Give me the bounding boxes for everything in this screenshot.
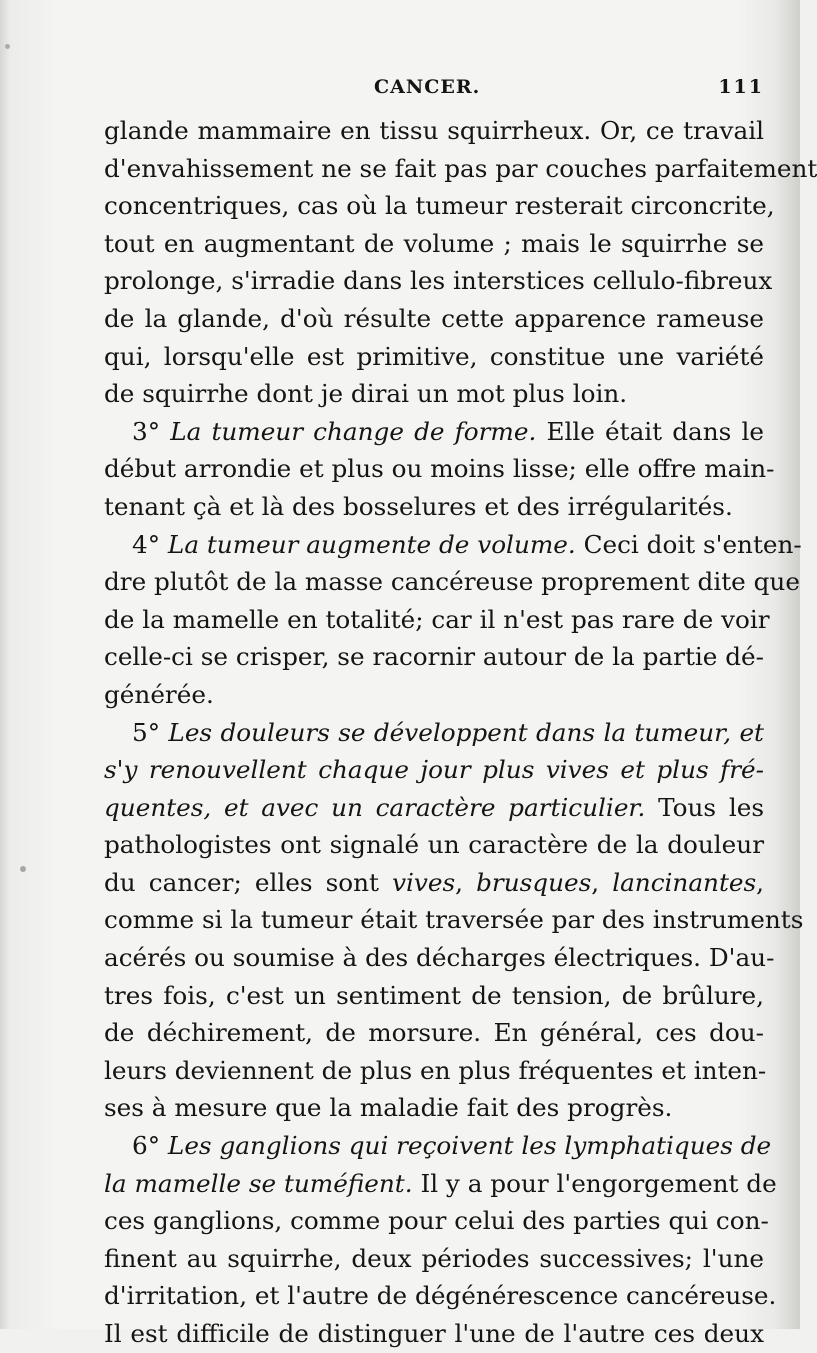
text-line: d'irritation, et l'autre de dégénérescence cancéreuse. (104, 1281, 777, 1311)
text-line: leurs deviennent de plus en plus fréquentes et inten- (104, 1055, 767, 1085)
text-line: Il est difficile de distinguer l'une de l'autre ces deux (104, 1319, 764, 1348)
text-line (104, 864, 764, 902)
section-title: La tumeur augmente de volume. (167, 529, 576, 559)
running-title: CANCER. (374, 76, 481, 98)
text-line: de la glande, d'où résulte cette apparence rameuse (104, 303, 764, 333)
pain-qualifier: brusques (476, 867, 592, 897)
text-line (104, 1165, 777, 1203)
section-title-end: quentes, et avec un caractère particulier. (104, 792, 646, 822)
text-fragment: Elle était dans le (546, 416, 764, 446)
text-line: d'envahissement ne se fait pas par couches parfaitement (104, 153, 817, 183)
section-5-heading-line (104, 714, 764, 752)
text-line: celle-ci se crisper, se racornir autour de la partie dé- (104, 642, 764, 672)
text-line: tres fois, c'est un sentiment de tension, de brûlure, (104, 980, 764, 1010)
page-body (104, 112, 817, 1353)
section-title-continued: la mamelle se tuméfient. (104, 1168, 413, 1198)
running-head (104, 76, 764, 102)
section-number: 3° (132, 416, 161, 446)
text-fragment: du cancer; elles sont (104, 867, 379, 897)
text-line: début arrondie et plus ou moins lisse; elle offre main- (104, 454, 775, 484)
text-line (104, 789, 764, 827)
text-line: tout en augmentant de volume ; mais le squirrhe se (104, 228, 764, 258)
text-fragment: Ceci doit s'enten- (583, 529, 802, 559)
text-line: finent au squirrhe, deux périodes successives; l'une (104, 1243, 764, 1273)
text-line: acérés ou soumise à des décharges électriques. D'au- (104, 943, 775, 973)
punctuation-comma-end: , (756, 867, 765, 897)
text-line-italic (104, 751, 764, 789)
section-title: Les ganglions qui reçoivent les lymphatiques de (167, 1131, 772, 1161)
text-line: ses à mesure que la maladie fait des progrès. (104, 1093, 673, 1123)
text-line: ces ganglions, comme pour celui des parties qui con- (104, 1206, 769, 1236)
edge-mark (5, 44, 10, 49)
section-6-heading-line (104, 1127, 772, 1165)
page-number: 111 (718, 76, 764, 98)
text-line: de squirrhe dont je dirai un mot plus loin. (104, 379, 628, 409)
punctuation-comma: , (455, 867, 477, 897)
text-line: prolonge, s'irradie dans les interstices cellulo-fibreux (104, 266, 773, 296)
pain-qualifier: vives (392, 867, 456, 897)
pain-qualifier: lancinantes (612, 867, 757, 897)
text-line: générée. (104, 679, 214, 709)
section-title-continued: s'y renouvellent chaque jour plus vives et plus fré- (104, 755, 764, 785)
section-number: 4° (132, 529, 161, 559)
text-line: de la mamelle en totalité; car il n'est pas rare de voir (104, 604, 770, 634)
text-fragment: Tous les (658, 792, 764, 822)
margin-mark (20, 866, 26, 872)
punctuation-comma: , (591, 867, 613, 897)
text-line: concentriques, cas où la tumeur resterait circoncrite, (104, 191, 775, 221)
text-line: dre plutôt de la masse cancéreuse proprement dite que (104, 567, 800, 597)
section-title: La tumeur change de forme. (170, 416, 537, 446)
text-line: pathologistes ont signalé un caractère de la douleur (104, 830, 764, 860)
text-line: tenant çà et là des bosselures et des irrégularités. (104, 491, 733, 521)
text-fragment: Il y a pour l'engorgement de (420, 1168, 777, 1198)
section-title: Les douleurs se développent dans la tumeur, et (168, 717, 764, 747)
text-line: glande mammaire en tissu squirrheux. Or, ce travail (104, 116, 764, 145)
text-line: de déchirement, de morsure. En général, ces dou- (104, 1018, 764, 1048)
section-number: 5° (132, 717, 161, 747)
section-4-heading-line (104, 526, 802, 564)
section-3-heading-line (104, 413, 764, 451)
text-line: comme si la tumeur était traversée par des instruments (104, 905, 804, 935)
section-number: 6° (132, 1131, 161, 1161)
text-line: qui, lorsqu'elle est primitive, constitue une variété (104, 341, 764, 371)
